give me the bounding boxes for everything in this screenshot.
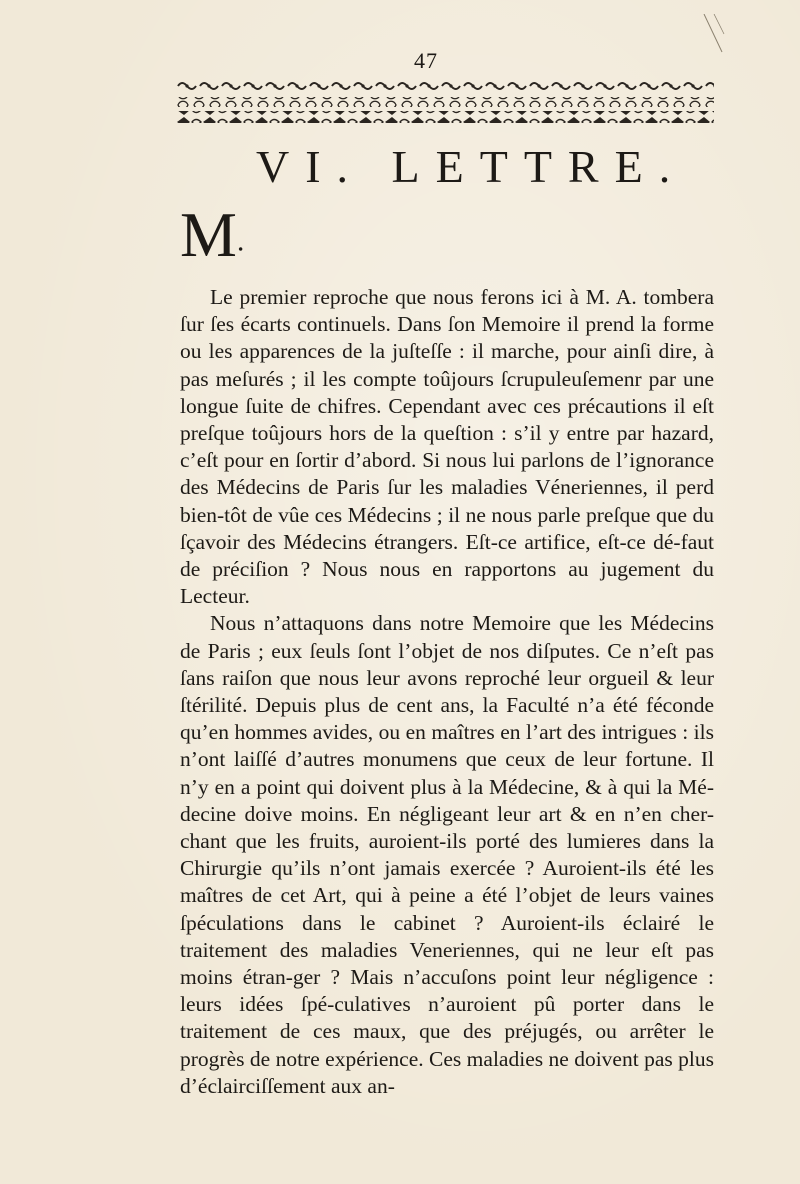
page-corner-fold [700,14,726,54]
page-number: 47 [414,48,438,73]
typographic-ornament-band [176,80,714,126]
letter-heading: VI. LETTRE. [256,141,687,192]
salutation [180,199,245,273]
paragraph-1: Le premier reproche que nous ferons ici à M. A. tombera ſur ſes écarts continuels. Dans ſon Memoire il prend la forme ou les apparences de la juſteſſe : il marche, pour ainſi dire, à pas meſurés ; il les compte toûjours ſcrupuleuſemenr par une longue ſuite de chifres. Cependant avec ces précautions il eſt preſque toûjours hors de la queſtion : s’il y entre par hazard, c’eſt pour en ſortir d’abord. Si nous lui parlons de l’ignorance des Médecins de Paris ſur les maladies Véneriennes, il perd bien-tôt de vûe ces Médecins ; il ne nous parle preſque que du ſçavoir des Médecins étrangers. Eſt-ce artifice, eſt-ce dé-faut de préciſion ? Nous nous en rapportons au jugement du Lecteur. [180,285,714,609]
ornament-svg [176,80,714,126]
letter-body [180,284,714,1100]
salutation-letter: M [180,199,237,270]
paragraph-2: Nous n’attaquons dans notre Memoire que les Médecins de Paris ; eux ſeuls ſont l’objet de nos diſputes. Ce n’eſt pas ſans raiſon que nous leur avons reproché leur orgueil & leur ſtérilité. Depuis plus de cent ans, la Faculté n’a été féconde qu’en hommes avides, ou en maîtres en l’art des intrigues : ils n’ont laiſſé d’autres monumens que ceux de leur fortune. Il n’y en a point qui doivent plus à la Médecine, & à qui la Mé-decine doive moins. En négligeant leur art & en n’en cher-chant que les fruits, auroient-ils porté des lumieres dans la Chirurgie qu’ils n’ont jamais exercée ? Auroient-ils été les maîtres de cet Art, qui à peine a été l’objet de leurs vaines ſpéculations dans le cabinet ? Auroient-ils éclairé le traitement des maladies Veneriennes, qui ne leur eſt pas moins étran-ger ? Mais n’accuſons point leur négligence : leurs idées ſpé-culatives n’auroient pû porter dans le traitement de ces maux, que des préjugés, ou arrêter le progrès de notre expérience. Ces maladies ne doivent pas plus d’éclairciſſement aux an- [180,611,714,1098]
salutation-dot: . [236,224,245,258]
